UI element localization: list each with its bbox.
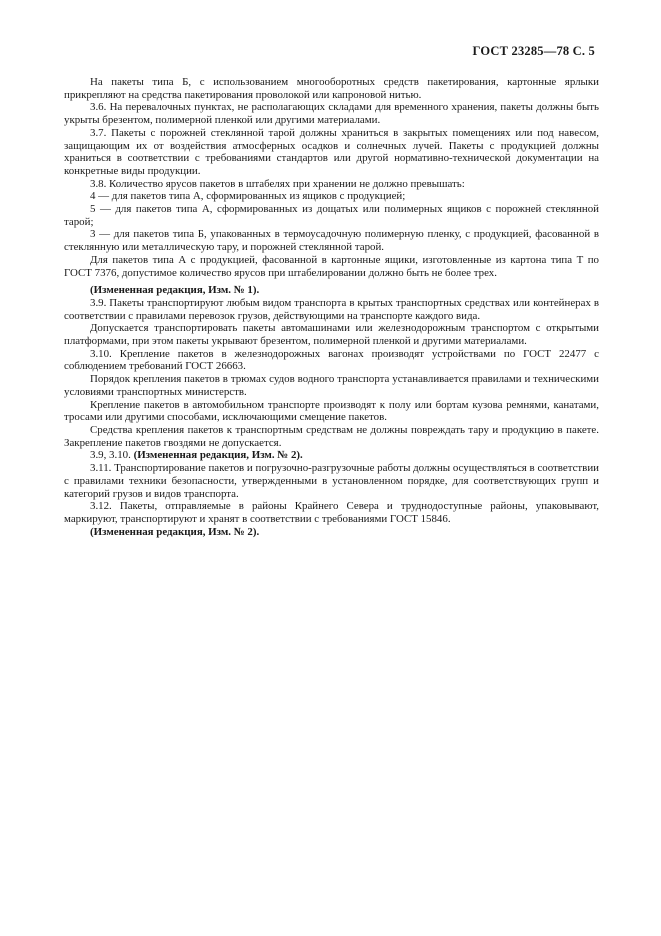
revision-note-text: (Измененная редакция, Изм. № 2). xyxy=(90,525,260,538)
paragraph: Допускается транспортировать пакеты автомашинами или железнодорожным транспортом с открытыми платформами, при этом пакеты укрывают брезентом, полимерной пленкой и другими материалами. xyxy=(64,322,599,348)
document-body xyxy=(64,76,599,538)
revision-note-text: (Измененная редакция, Изм. № 2). xyxy=(133,449,303,462)
paragraph-3-6: 3.6. На перевалочных пунктах, не располагающих складами для временного хранения, пакеты должны быть укрыты брезентом, полимерной пленкой или другими материалами. xyxy=(64,101,599,127)
paragraph-3-10: 3.10. Крепление пакетов в железнодорожных вагонах производят устройствами по ГОСТ 22477 с соблюдением требований ГОСТ 26663. xyxy=(64,347,599,373)
paragraph-3-9: 3.9. Пакеты транспортируют любым видом транспорта в крытых транспортных средствах или контейнерах в соответствии с правилами перевозок грузов, действующими на транспорте каждого вида. xyxy=(64,296,599,322)
paragraph: Для пакетов типа А с продукцией, фасованной в картонные ящики, изготовленные из картона типа Т по ГОСТ 7376, допустимое количество ярусов при штабелировании должно быть не более трех. xyxy=(64,253,599,279)
page-header: ГОСТ 23285—78 С. 5 xyxy=(472,44,595,58)
paragraph: Крепление пакетов в автомобильном транспорте производят к полу или бортам кузова ремнями, канатами, тросами или другими способами, исключающими смещение пакетов. xyxy=(64,398,599,424)
paragraph-3-11: 3.11. Транспортирование пакетов и погрузочно-разгрузочные работы должны осуществляться в соответствии с правилами техники безопасности, утвержденными в установленном порядке, для соответствующих групп и категорий грузов и видов транспорта. xyxy=(64,462,599,500)
revision-note xyxy=(64,449,599,462)
paragraph-3-8: 3.8. Количество ярусов пакетов в штабелях при хранении не должно превышать: xyxy=(90,177,465,190)
revision-note-text: (Измененная редакция, Изм. № 1). xyxy=(90,284,260,297)
revision-note xyxy=(64,284,599,297)
list-item: 5 — для пакетов типа А, сформированных из дощатых или полимерных ящиков с порожней стеклянной тарой; xyxy=(64,203,599,228)
revision-note-ref: 3.9, 3.10. xyxy=(90,449,131,462)
revision-note xyxy=(64,526,599,539)
paragraph: На пакеты типа Б, с использованием многооборотных средств пакетирования, картонные ярлыки прикрепляют на средства пакетирования проволокой или капроновой нитью. xyxy=(64,76,599,101)
paragraph-3-12: 3.12. Пакеты, отправляемые в районы Крайнего Севера и труднодоступные районы, упаковывают, маркируют, транспортируют и хранят в соответствии с требованиями ГОСТ 15846. xyxy=(64,500,599,525)
paragraph: Средства крепления пакетов к транспортным средствам не должны повреждать тару и продукцию в пакете. Закрепление пакетов гвоздями не допускается. xyxy=(64,423,599,449)
list-item: 4 — для пакетов типа А, сформированных из ящиков с продукцией; xyxy=(90,190,406,203)
paragraph: Порядок крепления пакетов в трюмах судов водного транспорта устанавливается правилами и техническими условиями транспортных министерств. xyxy=(64,373,599,398)
list-item: 3 — для пакетов типа Б, упакованных в термоусадочную полимерную пленку, с продукцией, фасованной в стеклянную или металлическую тару, и порожней стеклянной тарой. xyxy=(64,228,599,254)
paragraph-3-7: 3.7. Пакеты с порожней стеклянной тарой должны храниться в закрытых помещениях или под навесом, защищающим их от воздействия атмосферных осадков и солнечных лучей. Пакеты с продукцией должны храниться в соответствии с требованиями стандартов или другой нормативно-технической документации на конкретные виды продукции. xyxy=(64,126,599,177)
